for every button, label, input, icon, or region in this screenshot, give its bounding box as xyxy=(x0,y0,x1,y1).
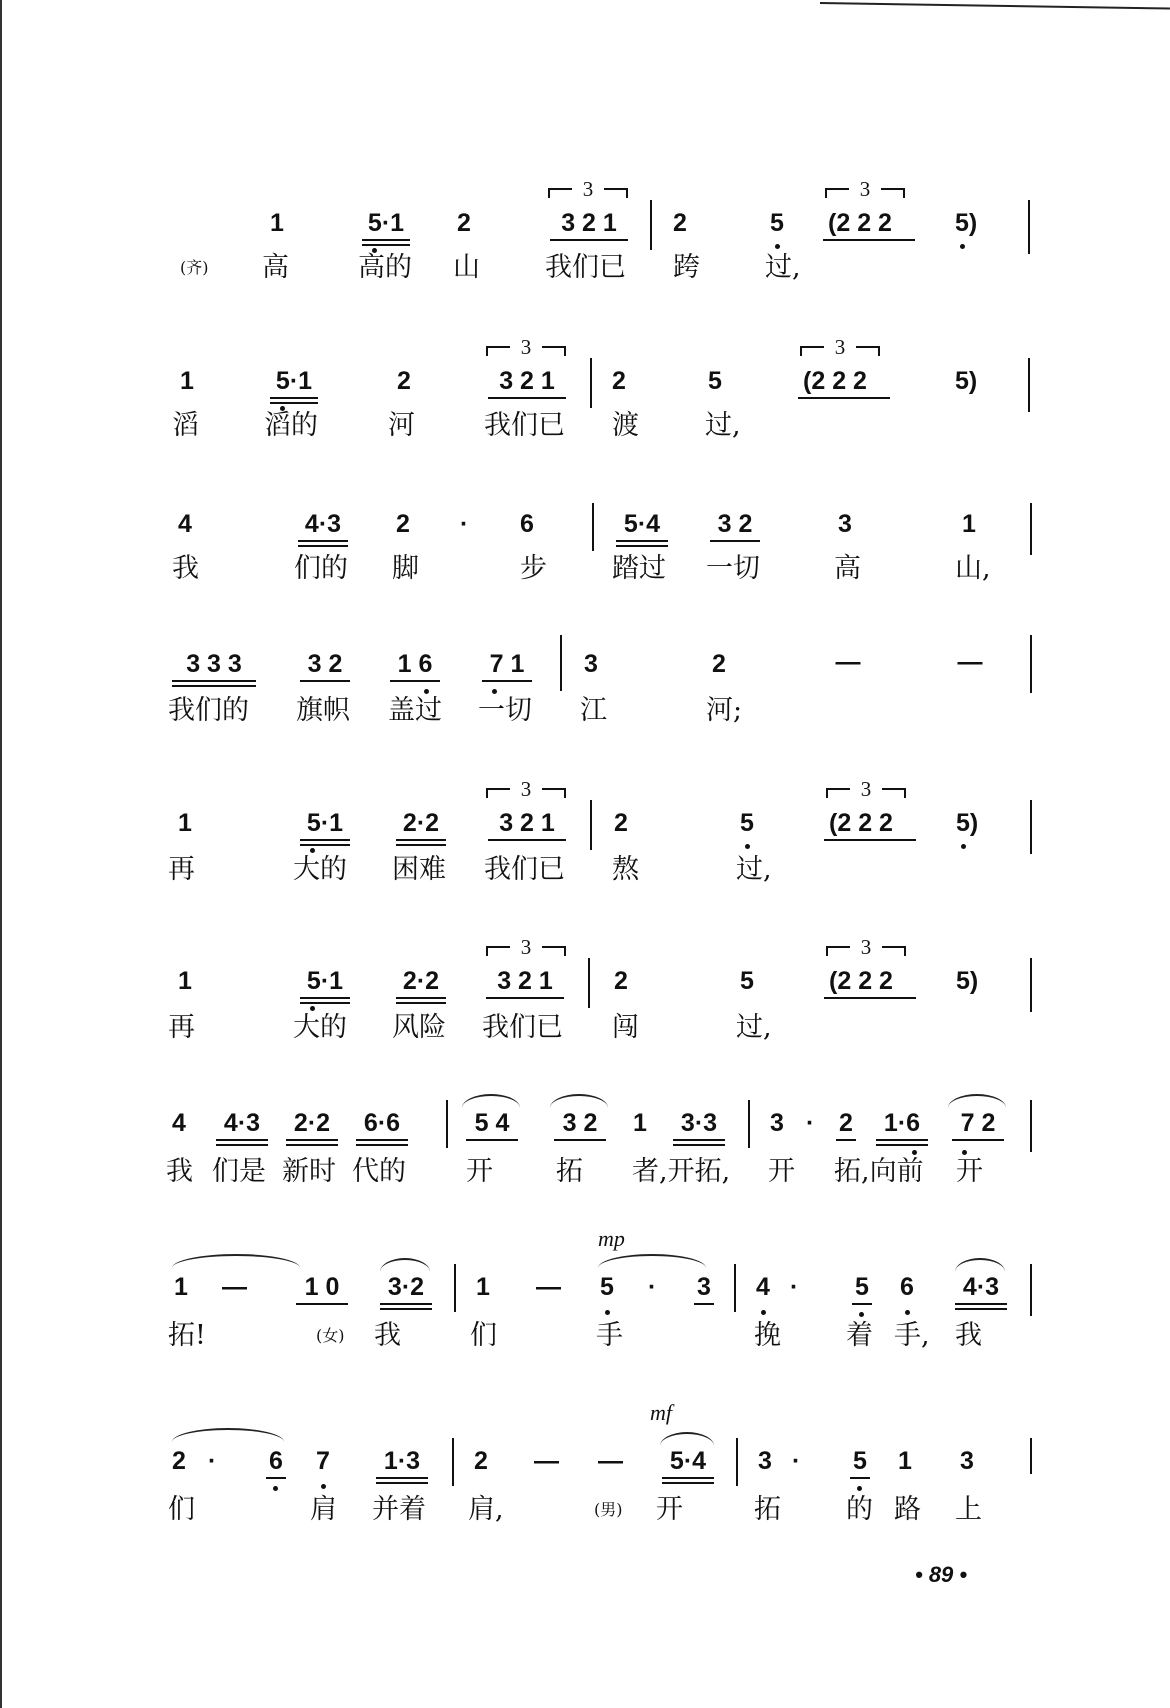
page-number: • 89 • xyxy=(915,1562,968,1587)
lyric: 拓,向前 xyxy=(834,1156,924,1187)
dynamic-marking: mp xyxy=(598,1226,625,1251)
lyric: (男) xyxy=(594,1500,623,1519)
lyric: 一切 xyxy=(478,695,532,726)
note: 1 xyxy=(962,510,976,538)
note: 1·3 xyxy=(376,1446,428,1476)
lyric: 者,开拓, xyxy=(632,1156,731,1187)
lyric: 过, xyxy=(765,252,801,283)
lyric: 闯 xyxy=(612,1012,639,1043)
lyric: 河 xyxy=(388,410,415,441)
slur xyxy=(948,1094,1006,1108)
lyric: 高 xyxy=(262,252,289,283)
note: 4·3 xyxy=(298,509,348,539)
note: 4 xyxy=(178,510,192,538)
dynamic-marking: mf xyxy=(650,1400,672,1425)
note: 2 xyxy=(474,1447,488,1475)
tuplet-mark: 3 xyxy=(826,778,906,800)
lyric: 大的 xyxy=(293,854,347,885)
note: · xyxy=(806,1109,815,1137)
note: 3 2 xyxy=(710,509,760,539)
lyric: 踏过 xyxy=(612,553,666,584)
barline xyxy=(734,1264,736,1312)
note: 3 xyxy=(758,1447,772,1475)
note: 5) xyxy=(956,808,978,838)
barline xyxy=(736,1438,738,1486)
note: 5 xyxy=(850,1446,870,1476)
note: 1 xyxy=(633,1109,647,1137)
lyric: 上 xyxy=(955,1494,982,1525)
lyric: 我们已 xyxy=(482,1012,563,1043)
lyric: 山, xyxy=(955,553,991,584)
note: 3 2 1 xyxy=(486,966,564,996)
lyric: 我们已 xyxy=(545,252,626,283)
barline xyxy=(1028,200,1030,254)
note: 6·6 xyxy=(356,1108,408,1138)
lyric: 旗帜 xyxy=(296,695,350,726)
lyric: 开 xyxy=(956,1156,983,1187)
lyric: 拓! xyxy=(168,1320,206,1351)
lyric: 我们已 xyxy=(484,410,565,441)
note: — xyxy=(534,1447,559,1475)
lyric: 们 xyxy=(168,1494,195,1525)
note: — xyxy=(835,648,861,676)
barline xyxy=(454,1264,456,1312)
note: (2 2 2 xyxy=(806,966,916,996)
lyric: 开 xyxy=(656,1494,683,1525)
note: 5 xyxy=(770,208,784,238)
tuplet-mark: 3 xyxy=(826,936,906,958)
note: 5) xyxy=(955,367,978,395)
note: 4·3 xyxy=(216,1108,268,1138)
tuplet-mark: 3 xyxy=(825,178,905,200)
lyric: 路 xyxy=(894,1494,921,1525)
lyric: 高的 xyxy=(358,252,412,283)
note: 6 xyxy=(520,510,534,538)
lyric: 河; xyxy=(706,695,743,726)
lyric: 手 xyxy=(596,1320,623,1351)
top-rule xyxy=(820,2,1170,9)
note: 3 xyxy=(838,510,852,538)
lyric: 拓 xyxy=(556,1156,583,1187)
lyric: 我 xyxy=(374,1320,401,1351)
note: · xyxy=(208,1447,217,1475)
note: 2 xyxy=(612,367,626,395)
note: 2·2 xyxy=(286,1108,338,1138)
note: 2·2 xyxy=(396,808,446,838)
note: 7 xyxy=(316,1446,330,1476)
barline xyxy=(1028,358,1030,412)
barline xyxy=(588,958,590,1008)
barline xyxy=(1030,1264,1032,1316)
lyric: 跨 xyxy=(673,252,700,283)
lyric: 熬 xyxy=(612,854,639,885)
slur xyxy=(955,1258,1005,1272)
note: 5 xyxy=(852,1272,872,1302)
note: 5) xyxy=(956,967,979,995)
lyric: 们 xyxy=(470,1320,497,1351)
note: 5 xyxy=(600,1272,614,1302)
lyric: 新时 xyxy=(282,1156,336,1187)
note: 3 2 xyxy=(300,649,350,679)
lyric: (齐) xyxy=(180,258,209,277)
barline xyxy=(590,800,592,850)
slur xyxy=(550,1094,608,1108)
note: 1 xyxy=(174,1273,188,1301)
note: 6 xyxy=(266,1446,286,1476)
note: 4 xyxy=(756,1272,770,1302)
note: 3 xyxy=(694,1272,714,1302)
tuplet-mark: 3 xyxy=(548,178,628,200)
note: — xyxy=(957,648,983,676)
lyric: 困难 xyxy=(392,854,446,885)
note: 2 xyxy=(614,967,628,995)
note: 1 xyxy=(476,1273,490,1301)
lyric: 高 xyxy=(834,553,861,584)
lyric: 的 xyxy=(846,1494,873,1525)
note: 3·3 xyxy=(673,1108,725,1138)
note: (2 2 2 xyxy=(806,808,916,838)
note: 5·4 xyxy=(662,1446,714,1476)
note: 1 6 xyxy=(390,649,440,679)
note: 5 xyxy=(740,808,754,838)
lyric: 大的 xyxy=(293,1012,347,1043)
slur xyxy=(172,1428,284,1442)
lyric: 挽 xyxy=(754,1320,781,1351)
tuplet-mark: 3 xyxy=(486,778,566,800)
lyric: 盖过 xyxy=(388,695,442,726)
barline xyxy=(1030,635,1032,693)
note: 7 2 xyxy=(952,1108,1004,1138)
lyric: 手, xyxy=(894,1320,930,1351)
lyric: 我 xyxy=(955,1320,982,1351)
note: 4·3 xyxy=(955,1272,1007,1302)
lyric: 一切 xyxy=(706,553,760,584)
note: 3 xyxy=(770,1109,784,1137)
barline xyxy=(650,200,652,250)
note: 5 xyxy=(740,967,754,995)
lyric: 们是 xyxy=(212,1156,266,1187)
note: 5·4 xyxy=(616,509,668,539)
lyric: 我 xyxy=(166,1156,193,1187)
note: 2 xyxy=(172,1447,186,1475)
lyric: 过, xyxy=(705,410,741,441)
lyric: 开 xyxy=(768,1156,795,1187)
lyric: 再 xyxy=(168,854,195,885)
note: 2 xyxy=(836,1108,856,1138)
note: 2 xyxy=(457,209,471,237)
note: 5 4 xyxy=(466,1108,518,1138)
lyric: 过, xyxy=(736,854,772,885)
note: 5 xyxy=(708,367,722,395)
lyric: 山 xyxy=(453,252,480,283)
tuplet-mark: 3 xyxy=(486,936,566,958)
note: 1 xyxy=(898,1447,912,1475)
slur xyxy=(462,1094,520,1108)
note: 3·2 xyxy=(380,1272,432,1302)
note: (2 2 2 xyxy=(780,366,890,396)
lyric: 滔 xyxy=(172,410,199,441)
barline xyxy=(1030,503,1032,555)
note: · xyxy=(790,1273,799,1301)
lyric: 风险 xyxy=(392,1012,446,1043)
lyric: 并着 xyxy=(372,1494,426,1525)
note: 2·2 xyxy=(396,966,446,996)
lyric: 代的 xyxy=(352,1156,406,1187)
note: 1 xyxy=(178,967,192,995)
note: 1 0 xyxy=(296,1272,348,1302)
lyric: 江 xyxy=(580,695,607,726)
note: · xyxy=(460,510,469,538)
lyric: 再 xyxy=(168,1012,195,1043)
lyric: 着 xyxy=(846,1320,873,1351)
note: 3 2 xyxy=(554,1108,606,1138)
barline xyxy=(446,1100,448,1148)
barline xyxy=(1030,1100,1032,1152)
barline xyxy=(748,1100,750,1148)
lyric: (女) xyxy=(316,1326,345,1345)
lyric: 我 xyxy=(172,553,199,584)
page-edge xyxy=(0,0,2,1708)
barline xyxy=(590,358,592,408)
lyric: 肩, xyxy=(468,1494,504,1525)
note: 2 xyxy=(673,209,687,237)
note: 2 xyxy=(397,367,411,395)
note: 1 xyxy=(178,809,192,837)
note: 4 xyxy=(172,1109,186,1137)
tuplet-mark: 3 xyxy=(800,336,880,358)
slur xyxy=(380,1258,430,1272)
lyric: 肩 xyxy=(310,1494,337,1525)
note: 3 3 3 xyxy=(172,649,256,679)
note: 5·1 xyxy=(300,966,350,996)
note: 7 1 xyxy=(482,649,532,679)
lyric: 过, xyxy=(736,1012,772,1043)
note: — xyxy=(598,1447,623,1475)
lyric: 我们已 xyxy=(484,854,565,885)
note: 2 xyxy=(396,510,410,538)
lyric: 我们的 xyxy=(168,695,249,726)
note: 2 xyxy=(614,809,628,837)
note: (2 2 2 xyxy=(805,208,915,238)
lyric: 滔的 xyxy=(264,410,318,441)
lyric: 渡 xyxy=(612,410,639,441)
note: 3 2 1 xyxy=(488,808,566,838)
barline xyxy=(452,1438,454,1486)
note: 6 xyxy=(900,1272,914,1302)
note: 5·1 xyxy=(300,808,350,838)
slur xyxy=(660,1432,714,1446)
note: 1 xyxy=(180,367,194,395)
tuplet-mark: 3 xyxy=(486,336,566,358)
note: — xyxy=(536,1273,561,1301)
lyric: 脚 xyxy=(392,553,419,584)
note: 3 2 1 xyxy=(550,208,628,238)
lyric: 开 xyxy=(466,1156,493,1187)
barline xyxy=(560,635,562,691)
slur xyxy=(598,1254,706,1268)
note: 5) xyxy=(955,208,977,238)
note: 1·6 xyxy=(876,1108,928,1138)
barline xyxy=(592,503,594,551)
note: — xyxy=(222,1273,247,1301)
note: 2 xyxy=(712,650,726,678)
note: 1 xyxy=(270,209,284,237)
barline xyxy=(1030,800,1032,854)
barline xyxy=(1030,958,1032,1012)
note: · xyxy=(792,1447,801,1475)
note: 3 xyxy=(960,1447,974,1475)
note: 5·1 xyxy=(362,208,410,238)
note: 5·1 xyxy=(270,366,318,396)
lyric: 们的 xyxy=(294,553,348,584)
barline xyxy=(1030,1438,1032,1474)
slur xyxy=(172,1254,300,1268)
lyric: 拓 xyxy=(754,1494,781,1525)
note: 3 xyxy=(584,650,598,678)
lyric: 步 xyxy=(520,553,547,584)
note: · xyxy=(648,1273,657,1301)
note: 3 2 1 xyxy=(488,366,566,396)
